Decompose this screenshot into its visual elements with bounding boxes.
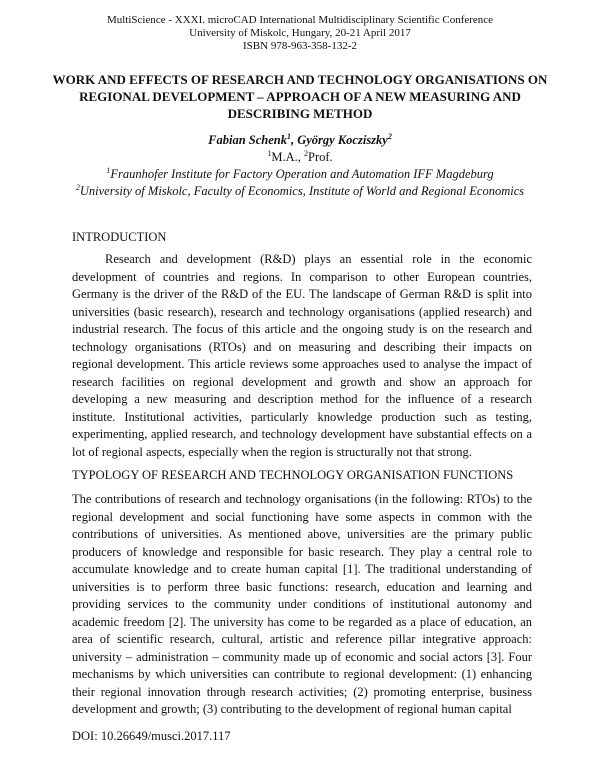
typology-paragraph: The contributions of research and technology organisations (in the following: RTOs) to the regional development and social functioning have some aspects in common with the contributions of universities. As mentioned above, universities are the primary public producers of knowledge and responsible for basic research. They play a central role to accumulate knowledge and to create human capital [1]. The traditional understanding of universities is to perform three basic functions: research, education and learning and providing services to the community under conditions of institutional autonomy and academic freedom [2]. The university has come to be regarded as a place of education, an area of scientific research, cultural, artistic and reference pillar integrative approach: university – administration – community made up of economic and social actors [3]. Four mechanisms by which universities can contribute to regional development: (1) enhancing their regional innovation through research activities; (2) promoting enterprise, business development and growth; (3) contributing to the development of regional human capital xyxy=(72,492,532,716)
author-2: György Kocziszky xyxy=(297,133,388,147)
affiliation-1-text: Fraunhofer Institute for Factory Operation and Automation IFF Magdeburg xyxy=(110,167,494,181)
conference-header xyxy=(0,14,600,53)
degree-1-superscript: 1 xyxy=(267,148,272,158)
conference-name: MultiScience - XXXI. microCAD International Multidisciplinary Scientific Conference xyxy=(106,14,494,26)
affiliation-2 xyxy=(0,184,600,199)
author-1: Fabian Schenk xyxy=(208,133,287,147)
degree-2-superscript: 2 xyxy=(304,148,308,158)
typology-heading: TYPOLOGY OF RESEARCH AND TECHNOLOGY ORGANISATION FUNCTIONS xyxy=(72,468,514,482)
author-degrees xyxy=(0,150,600,165)
doi-footer: DOI: 10.26649/musci.2017.117 xyxy=(72,729,231,743)
introduction-paragraph: Research and development (R&D) plays an essential role in the economic development of countries and regions. In comparison to other European countries, Germany is the driver of the R&D of the EU. The landscape of German R&D is split into universities (basic research), research and technology organisations (applied research) and industrial research. The focus of this article and the ongoing study is on the research and technology organisations (RTOs) and on measuring and describing their impacts on regional development. This article reviews some approaches used to analyse the impact of research facilities on regional development and growth and show an approach for developing a new measuring and description method for the influence of a research institute. Institutional activities, particularly knowledge production such as testing, experimenting, applied research, and technology development have substantial effects on a lot of regional aspects, especially when the region is structurally not that strong. xyxy=(72,252,532,459)
affiliation-1-superscript: 1 xyxy=(106,165,111,175)
author-1-superscript: 1 xyxy=(286,131,291,141)
degree-1: M.A., xyxy=(271,150,304,164)
introduction-heading: INTRODUCTION xyxy=(72,230,167,244)
degree-2: Prof. xyxy=(308,150,333,164)
affiliation-2-superscript: 2 xyxy=(75,182,80,192)
author-separator: , xyxy=(290,133,298,147)
affiliation-1 xyxy=(0,167,600,182)
affiliation-2-text: University of Miskolc, Faculty of Economics, Institute of World and Regional Economics xyxy=(79,184,525,198)
isbn: ISBN 978-963-358-132-2 xyxy=(243,40,357,52)
author-line xyxy=(0,133,600,148)
author-2-superscript: 2 xyxy=(387,131,392,141)
paper-title: WORK AND EFFECTS OF RESEARCH AND TECHNOLOGY ORGANISATIONS ON REGIONAL DEVELOPMENT – APPROACH OF A NEW MEASURING AND DESCRIBING METHOD xyxy=(52,72,548,121)
conference-venue: University of Miskolc, Hungary, 20-21 April 2017 xyxy=(189,27,411,39)
